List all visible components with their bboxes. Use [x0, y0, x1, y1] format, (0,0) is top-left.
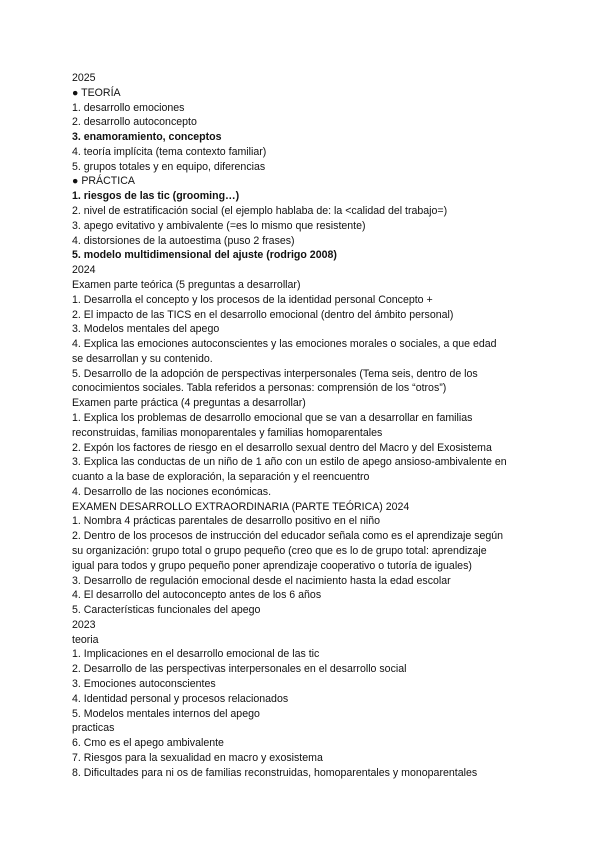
document-line: conocimientos sociales. Tabla referidos a personas: comprensión de los “otros”)	[72, 382, 447, 395]
document-line: teoria	[72, 633, 99, 646]
document-line: igual para todos y grupo pequeño poner aprendizaje cooperativo o tutoría de iguales)	[72, 559, 472, 572]
document-line: 8. Diﬁcultades para ni os de familias reconstruidas, homoparentales y monoparentales	[72, 766, 478, 779]
document-line: 5. Modelos mentales internos del apego	[72, 707, 260, 720]
document-line: 7. Riesgos para la sexualidad en macro y exosistema	[72, 751, 323, 764]
document-line: 1. Desarrolla el concepto y los procesos de la identidad personal Concepto +	[72, 293, 433, 306]
document-line: 5. grupos totales y en equipo, diferencias	[72, 160, 266, 173]
document-line: 2. Dentro de los procesos de instrucción del educador señala como es el aprendizaje según	[72, 530, 504, 543]
document-line: ● PRÁCTICA	[72, 175, 135, 188]
document-line: 1. riesgos de las tic (grooming…)	[72, 190, 240, 203]
document-line: 1. Implicaciones en el desarrollo emocional de las tic	[72, 648, 320, 661]
document-line: 3. Modelos mentales del apego	[72, 323, 220, 336]
document-line: 2023	[72, 618, 96, 631]
document-line: 1. Nombra 4 prácticas parentales de desarrollo positivo en el niño	[72, 515, 380, 528]
document-line: Examen parte práctica (4 preguntas a desarrollar)	[72, 397, 306, 410]
document-line: 3. Explica las conductas de un niño de 1 año con un estilo de apego ansioso-ambivalente en	[72, 456, 507, 469]
document-line: su organización: grupo total o grupo pequeño (creo que es lo de grupo total: aprendizaje	[72, 545, 487, 557]
document-line: 3. apego evitativo y ambivalente (=es lo mismo que resistente)	[72, 219, 366, 232]
document-line: 2. desarrollo autoconcepto	[72, 116, 197, 129]
document-line: 4. Identidad personal y procesos relacionados	[72, 692, 289, 705]
document-line: 4. El desarrollo del autoconcepto antes de los 6 años	[72, 589, 322, 602]
document-line: 3. Emociones autoconscientes	[72, 678, 216, 691]
document-line: 5. Desarrollo de la adopción de perspectivas interpersonales (Tema seis, dentro de los	[72, 367, 478, 380]
document-line: 6. Cmo es el apego ambivalente	[72, 737, 224, 750]
document-line: 2. Desarrollo de las perspectivas interpersonales en el desarrollo social	[72, 663, 407, 676]
document-line: Examen parte teórica (5 preguntas a desarrollar)	[72, 278, 301, 291]
document-line: 2. El impacto de las TICS en el desarrollo emocional (dentro del ámbito personal)	[72, 308, 454, 321]
document-line: 5. modelo multidimensional del ajuste (rodrigo 2008)	[72, 249, 337, 262]
document-line: se desarrollan y su contenido.	[72, 352, 213, 365]
document-line: ● TEORÍA	[72, 86, 121, 99]
document-line: reconstruidas, familias monoparentales y familias homoparentales	[72, 426, 383, 439]
document-line: 2. nivel de estratificación social (el ejemplo hablaba de: la <calidad del trabajo=)	[72, 205, 448, 218]
document-line: practicas	[72, 722, 115, 735]
document-line: 1. desarrollo emociones	[72, 101, 185, 114]
document-line: 2024	[72, 264, 96, 277]
document-line: 4. distorsiones de la autoestima (puso 2 frases)	[72, 234, 295, 247]
document-line: 2. Expón los factores de riesgo en el desarrollo sexual dentro del Macro y del Exosistema	[72, 441, 492, 454]
document-line: 4. teoría implícita (tema contexto familiar)	[72, 145, 267, 158]
document-line: 4. Explica las emociones autoconscientes y las emociones morales o sociales, a que edad	[72, 338, 497, 351]
document-line: 3. Desarrollo de regulación emocional desde el nacimiento hasta la edad escolar	[72, 574, 451, 587]
document-line: 4. Desarrollo de las nociones económicas.	[72, 485, 272, 498]
document-line: EXAMEN DESARROLLO EXTRAORDINARIA (PARTE TEÓRICA) 2024	[72, 500, 410, 513]
document-line: cuanto a la base de exploración, la separación y el reencuentro	[72, 471, 370, 484]
document-line: 3. enamoramiento, conceptos	[72, 131, 222, 144]
document-body	[72, 71, 542, 781]
document-line: 5. Características funcionales del apego	[72, 604, 261, 617]
document-line: 2025	[72, 72, 96, 84]
document-line: 1. Explica los problemas de desarrollo emocional que se van a desarrollar en familias	[72, 411, 473, 424]
